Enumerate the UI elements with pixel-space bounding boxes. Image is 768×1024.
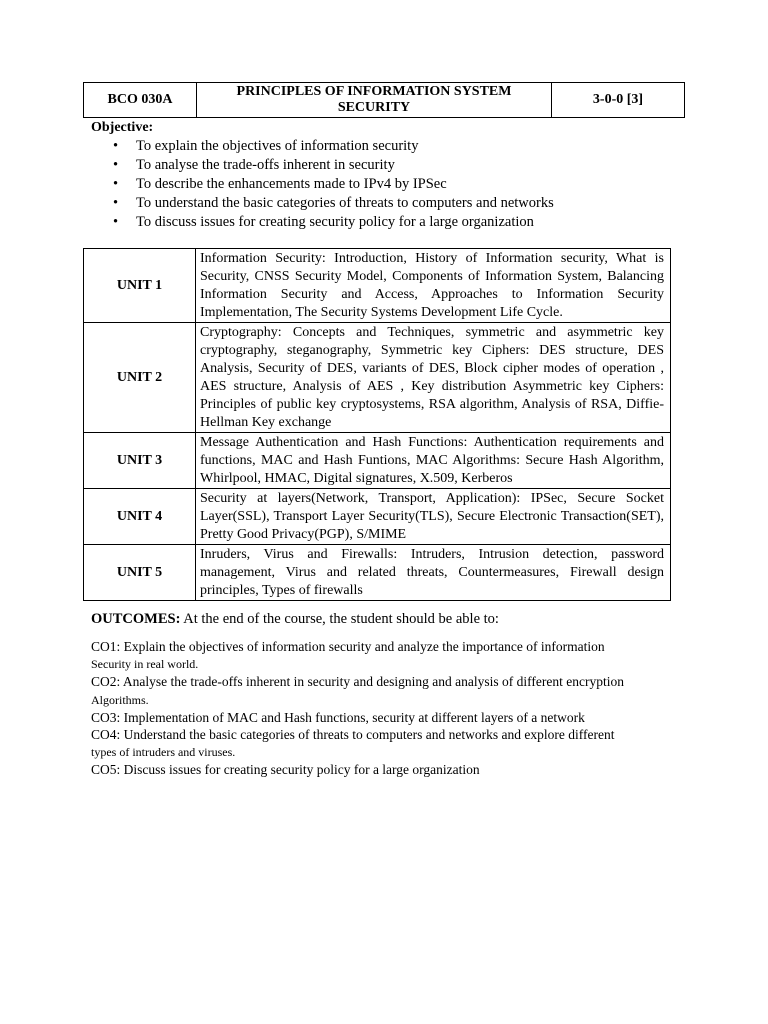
unit-label: UNIT 5 (84, 545, 196, 601)
course-outcome-item (91, 709, 664, 726)
course-outcome-text: CO1: Explain the objectives of information security and analyze the importance of information (91, 639, 605, 654)
objective-item: • To analyse the trade-offs inherent in security (91, 156, 554, 175)
course-outcome-continuation: Algorithms. (91, 692, 149, 707)
objective-list (91, 137, 554, 232)
course-outcome-text: CO4: Understand the basic categories of threats to computers and networks and explore different (91, 727, 615, 743)
unit-label: UNIT 2 (84, 323, 196, 433)
outcomes-label: OUTCOMES: (91, 611, 181, 627)
course-outcome-text: CO3: Implementation of MAC and Hash functions, security at different layers of a network (91, 709, 585, 725)
unit-label: UNIT 3 (84, 433, 196, 489)
objective-heading: Objective: (91, 120, 154, 135)
unit-row (84, 249, 671, 323)
objective-item: • To discuss issues for creating security policy for a large organization (91, 213, 554, 232)
unit-row (84, 489, 671, 545)
course-title: PRINCIPLES OF INFORMATION SYSTEM SECURITY (197, 83, 552, 118)
course-outcome-item (91, 673, 664, 708)
outcomes-intro (91, 610, 499, 628)
course-outcome-continuation: Security in real world. (91, 657, 199, 672)
course-code: BCO 030A (84, 83, 197, 118)
objective-item: • To understand the basic categories of threats to computers and networks (91, 194, 554, 213)
units-table (83, 248, 671, 601)
course-outcome-continuation: types of intruders and viruses. (91, 745, 236, 760)
unit-row (84, 433, 671, 489)
unit-label: UNIT 1 (84, 249, 196, 323)
outcomes-intro-text: At the end of the course, the student should be able to: (180, 611, 499, 627)
course-outcome-text: CO5: Discuss issues for creating security policy for a large organization (91, 762, 480, 778)
course-header-row (84, 83, 685, 118)
unit-description: Security at layers(Network, Transport, Application): IPSec, Secure Socket Layer(SSL), Transport Layer Security(TLS), Secure Electronic Transaction(SET), Pretty Good Privacy(PGP), S/MIME (196, 489, 671, 545)
course-outcome-item (91, 638, 664, 673)
unit-label: UNIT 4 (84, 489, 196, 545)
objective-item: • To describe the enhancements made to IPv4 by IPSec (91, 175, 554, 194)
course-header-table (83, 82, 685, 118)
course-credits: 3-0-0 [3] (552, 83, 685, 118)
unit-description: Cryptography: Concepts and Techniques, symmetric and asymmetric key cryptography, steganography, Symmetric key Ciphers: DES structure, DES Analysis, Security of DES, variants of DES, Block cipher modes of operation , AES structure, Analysis of AES , Key distribution Asymmetric key Ciphers: Principles of public key cryptosystems, RSA algorithm, Analysis of RSA, Diffie-Hellman Key exchange (196, 323, 671, 433)
objective-item: • To explain the objectives of information security (91, 137, 554, 156)
course-outcome-item (91, 761, 664, 778)
unit-row (84, 545, 671, 601)
course-outcome-text: CO2: Analyse the trade-offs inherent in security and designing and analysis of different encryption (91, 674, 624, 690)
unit-description: Inruders, Virus and Firewalls: Intruders, Intrusion detection, password management, Virus and related threats, Countermeasures, Firewall design principles, Types of firewalls (196, 545, 671, 601)
course-outcome-item (91, 726, 664, 761)
course-outcomes-list (91, 638, 664, 779)
unit-description: Message Authentication and Hash Functions: Authentication requirements and functions, MAC and Hash Funtions, MAC Algorithms: Secure Hash Algorithm, Whirlpool, HMAC, Digital signatures, X.509, Kerberos (196, 433, 671, 489)
unit-description: Information Security: Introduction, History of Information security, What is Security, CNSS Security Model, Components of Information System, Balancing Information Security and Access, Approaches to Information Security Implementation, The Security Systems Development Life Cycle. (196, 249, 671, 323)
unit-row (84, 323, 671, 433)
